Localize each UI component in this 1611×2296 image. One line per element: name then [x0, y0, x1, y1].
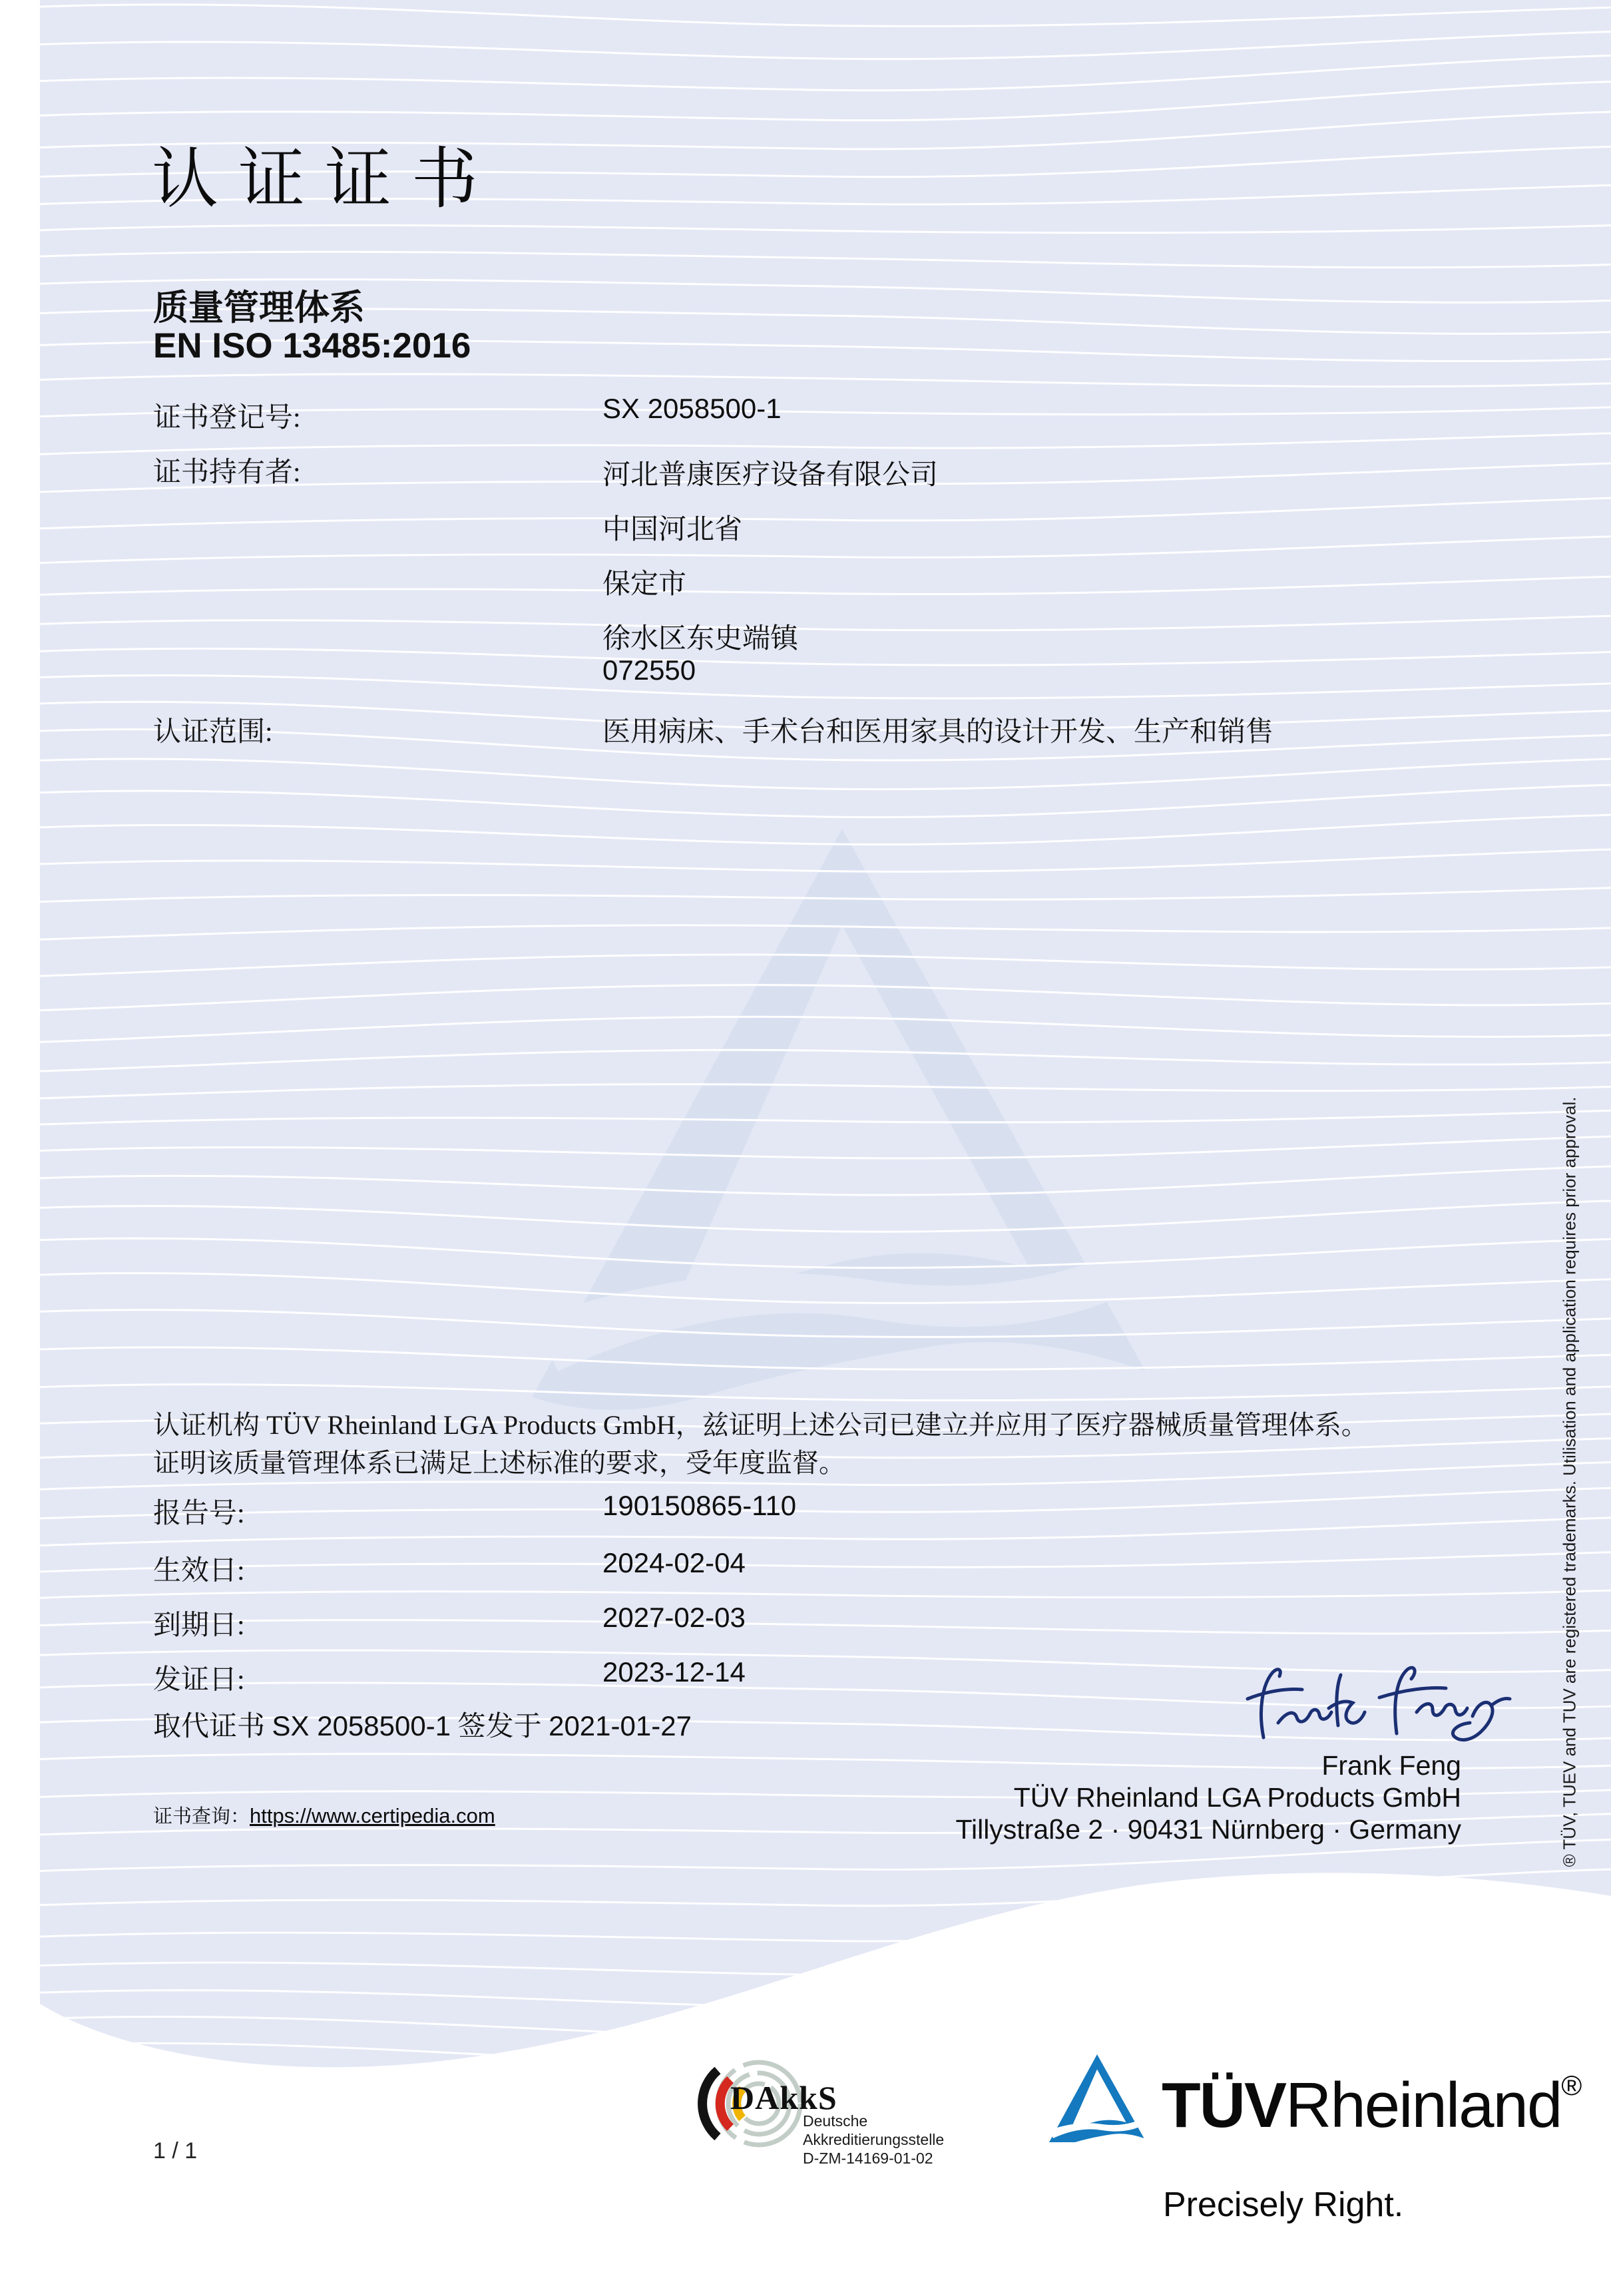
replacement-date: 2021-01-27 [549, 1710, 692, 1741]
certification-statement [153, 1406, 1418, 1482]
effective-date-value: 2024-02-04 [602, 1547, 746, 1578]
issue-date-label: 发证日: [153, 1665, 245, 1696]
signer-company: TÜV Rheinland LGA Products GmbH [1013, 1782, 1461, 1813]
statement-line-1: 认证机构 TÜV Rheinland LGA Products GmbH，兹证明上述公司已建立并应用了医疗器械质量管理体系。 [153, 1410, 1368, 1440]
system-title: 质量管理体系 [153, 288, 365, 328]
holder-label: 证书持有者: [153, 457, 301, 488]
dakks-wordmark: DAkkS [730, 2079, 837, 2116]
scope-label: 认证范围: [153, 717, 273, 748]
query-label: 证书查询： [153, 1806, 250, 1827]
issue-date-value: 2023-12-14 [602, 1656, 746, 1688]
holder-name: 河北普康医疗设备有限公司 [602, 459, 939, 490]
page-indicator: 1 / 1 [153, 2138, 198, 2164]
tuv-tagline: Precisely Right. [1163, 2185, 1404, 2224]
signer-address: Tillystraße 2 · 90431 Nürnberg · Germany [955, 1814, 1461, 1845]
certipedia-link[interactable]: https://www.certipedia.com [250, 1804, 495, 1827]
tuv-wordmark-regular: Rheinland [1285, 2070, 1562, 2141]
dakks-text-block [803, 2112, 944, 2168]
holder-address-line: 中国河北省 [602, 513, 743, 545]
report-no-value: 190150865-110 [602, 1490, 797, 1521]
replacement-middle: 签发于 [451, 1712, 549, 1742]
registered-mark-icon: ® [1561, 2070, 1582, 2101]
tuv-wordmark-bold: TÜV [1162, 2070, 1285, 2141]
scope-value: 医用病床、手术台和医用家具的设计开发、生产和销售 [602, 717, 1274, 748]
dakks-line-3: D-ZM-14169-01-02 [803, 2150, 933, 2167]
replacement-prefix: 取代证书 [153, 1712, 272, 1742]
holder-address-line: 保定市 [602, 568, 687, 599]
tuv-triangle-icon [1046, 2054, 1148, 2142]
signature-image [1238, 1659, 1518, 1759]
signer-block [955, 1749, 1461, 1845]
signer-name: Frank Feng [1321, 1750, 1461, 1781]
expiry-date-value: 2027-02-03 [602, 1602, 746, 1633]
replacement-cert-no: SX 2058500-1 [272, 1710, 451, 1741]
holder-address-line: 徐水区东史端镇 [602, 622, 799, 654]
report-no-label: 报告号: [153, 1498, 245, 1529]
tuv-wordmark [1162, 2069, 1582, 2142]
reg-no-value: SX 2058500-1 [602, 393, 782, 424]
dakks-line-1: Deutsche [803, 2112, 868, 2130]
expiry-date-label: 到期日: [153, 1610, 245, 1641]
trademark-side-note: ® TÜV, TUEV and TUV are registered trademarks. Utilisation and application requires prior approval. [1559, 1096, 1580, 1867]
certificate-query-line [153, 1801, 495, 1829]
replacement-note [153, 1704, 692, 1744]
effective-date-label: 生效日: [153, 1556, 245, 1586]
statement-line-2: 证明该质量管理体系已满足上述标准的要求，受年度监督。 [153, 1448, 845, 1478]
page-title: 认证证书 [152, 142, 498, 216]
reg-no-label: 证书登记号: [153, 403, 301, 433]
holder-address-line: 072550 [602, 654, 696, 686]
standard-title: EN ISO 13485:2016 [153, 326, 471, 365]
dakks-line-2: Akkreditierungsstelle [803, 2131, 945, 2148]
